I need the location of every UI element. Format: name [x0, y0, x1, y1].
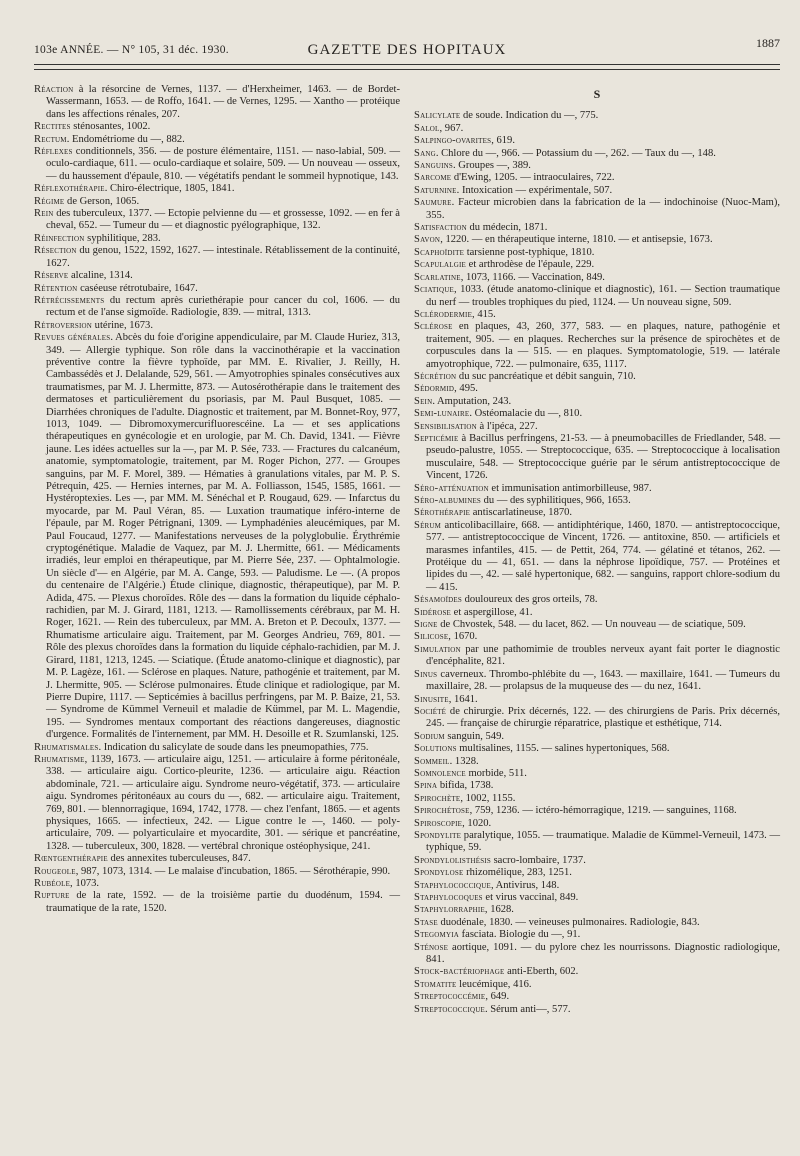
entry-text: paralytique, 1055. — traumatique. Maladie de Kümmel-Verneuil, 1473. — typhique, 59.: [426, 829, 780, 854]
entry-keyword: Salicylate: [414, 110, 461, 122]
entry-keyword: Silicose: [414, 631, 449, 643]
entry-keyword: Spirochétose: [414, 805, 470, 817]
index-entry: [414, 1004, 780, 1016]
entry-keyword: Rétroversion: [34, 319, 93, 331]
index-entry: [414, 768, 780, 780]
entry-keyword: Staphylorraphie: [414, 904, 485, 916]
entry-keyword: Sang: [414, 147, 436, 159]
entry-keyword: Sécrétion: [414, 370, 457, 382]
entry-text: du — des syphilitiques, 966, 1653.: [481, 495, 631, 506]
entry-keyword: Stegomyia: [414, 929, 459, 941]
entry-keyword: Réaction: [34, 84, 74, 95]
entry-keyword: Sidérose: [414, 606, 452, 618]
index-entry: [414, 222, 780, 234]
entry-text: , Antivirus, 148.: [490, 879, 560, 891]
entry-text: syphilitique, 283.: [84, 232, 161, 244]
index-entry: [34, 283, 400, 295]
entry-keyword: Rectum: [34, 133, 67, 145]
entry-text: à Bacillus perfringens, 21-53. — à pneumobacilles de Friedlander, 548. — pseudo-palustre, 1055. — Streptococcique, 635. — Streptococcique à localisation musculaire, 548. — Streptococcique guérie par le sérum antistreptococcique de Vincent, 1726.: [426, 432, 780, 482]
entry-text: , 1628.: [484, 904, 514, 916]
index-entry: [34, 853, 400, 865]
entry-text: à l'ipéca, 227.: [476, 420, 538, 432]
index-entry: [414, 396, 780, 408]
entry-keyword: Spondylolisthésis: [414, 854, 491, 866]
index-entry: [414, 669, 780, 694]
index-entry: [34, 878, 400, 890]
index-entry: [34, 196, 400, 208]
index-entry: [414, 408, 780, 420]
entry-text: de la rate, 1592. — de la troisième partie du duodénum, 1594. — traumatique de la rate, 1520.: [46, 890, 400, 914]
entry-keyword: Stase: [414, 916, 438, 928]
entry-text: de Gerson, 1065.: [64, 195, 140, 207]
entry-keyword: Staphylococcique: [414, 879, 491, 891]
entry-keyword: Sclérodermie: [414, 308, 473, 320]
entry-text: , 1020.: [462, 817, 492, 829]
index-entry: [414, 805, 780, 817]
entry-keyword: Staphylocoques: [414, 892, 483, 903]
entry-text: rhizomélique, 283, 1251.: [463, 867, 572, 879]
entry-keyword: Sensibilisation: [414, 420, 477, 432]
index-entry: [414, 309, 780, 321]
entry-keyword: Sciatique: [414, 284, 454, 296]
entry-text: anticolibacillaire, 668. — antidiphtérique, 1460, 1870. — antistreptococcique, 577. — antistreptococcique de Vincent, 1726. — antitoxine, 850. — artificiels et marasmes infantiles, 415. — de Pettit, 264, 774. — gélatiné et tétanos, 262. — Protéique du — 41, 651. — dans la néphrose lipoïdique, 757. — Protéines et lipides du —, 42. — salé hypertonique, 682. — sanguins, rapport chlore-sodium du — 415.: [426, 519, 780, 593]
entry-keyword: Réinfection: [34, 232, 85, 244]
entry-text: . Intoxication — expérimentale, 507.: [456, 184, 613, 196]
entry-text: sanguin, 549.: [444, 730, 504, 742]
index-entry: [34, 84, 400, 121]
entry-text: et virus vaccinal, 849.: [482, 892, 579, 903]
right-column: [414, 84, 780, 1016]
entry-keyword: Sommeil: [414, 755, 450, 767]
index-entry: [414, 284, 780, 309]
index-entry: [414, 483, 780, 495]
entry-text: , 1073, 1166. — Vaccination, 849.: [460, 271, 605, 283]
entry-keyword: Rectites: [34, 121, 71, 133]
entry-text: , 1670.: [448, 631, 478, 643]
index-entry: [414, 433, 780, 483]
journal-title: GAZETTE DES HOPITAUX: [307, 42, 507, 58]
index-entry: [34, 208, 400, 233]
entry-keyword: Spirochète: [414, 792, 461, 804]
entry-text: des tuberculeux, 1377. — Ectopie pelvienne du — et grossesse, 1092. — en fer à cheval, 652. — Tumeur du — et diagnostic pyélographique, 132.: [46, 208, 400, 232]
index-entry: [414, 644, 780, 669]
entry-keyword: Stomatite: [414, 978, 457, 990]
entry-text: , 1220. — en thérapeutique interne, 1810. — et antisepsie, 1673.: [440, 234, 713, 246]
entry-keyword: Rétrécissements: [34, 294, 105, 306]
index-entry: [34, 183, 400, 195]
index-entry: [34, 754, 400, 853]
entry-text: . Amputation, 243.: [432, 395, 512, 407]
index-entry: [414, 110, 780, 122]
entry-text: , 1002, 1155.: [460, 792, 516, 804]
entry-text: anti-Eberth, 602.: [504, 966, 579, 978]
entry-keyword: Réflexes: [34, 146, 73, 158]
entry-keyword: Stock-bactériophage: [414, 966, 505, 978]
entry-keyword: Scapulalgie: [414, 259, 467, 271]
entry-text: duodénale, 1830. — veineuses pulmonaires. Radiologie, 843.: [437, 916, 700, 928]
index-entry: [414, 966, 780, 978]
index-entry: [414, 756, 780, 768]
issue-info: 103e ANNÉE. — N° 105, 31 déc. 1930.: [34, 44, 229, 56]
entry-keyword: Rougeole: [34, 865, 76, 877]
entry-text: , 1033. (étude anatomo-clinique et diagnostic), 161. — Section traumatique du nerf — troubles trophiques du pied, 1124. — Un nouveau signe, 509.: [426, 284, 780, 308]
entry-text: . Endométriome du —, 882.: [66, 133, 185, 145]
entry-text: , 1073.: [70, 878, 100, 889]
entry-keyword: Salpingo-ovarites: [414, 135, 492, 147]
entry-text: des annexites tuberculeuses, 847.: [107, 853, 251, 865]
index-entry: [414, 780, 780, 792]
entry-keyword: Sérothérapie: [414, 507, 471, 519]
entry-keyword: Simulation: [414, 643, 461, 655]
entry-text: et immunisation antimorbilleuse, 987.: [488, 482, 652, 494]
index-entry: [414, 607, 780, 619]
entry-keyword: Spondylose: [414, 867, 464, 879]
index-entry: [414, 123, 780, 135]
entry-keyword: Sinus: [414, 668, 438, 680]
index-entry: [414, 507, 780, 519]
index-entry: [414, 979, 780, 991]
entry-text: de chirurgie. Prix décernés, 122. — des chirurgiens de Paris. Prix décernés, 245. — française de chirurgie réparatrice, plastique et esthétique, 714.: [426, 705, 780, 730]
entry-keyword: Septicémie: [414, 432, 459, 444]
index-entry: [34, 332, 400, 741]
index-entry: [414, 855, 780, 867]
entry-keyword: Rhumatismales: [34, 741, 99, 753]
entry-text: , 987, 1073, 1314. — Le malaise d'incubation, 1865. — Sérothérapie, 990.: [75, 865, 391, 877]
index-entry: [414, 830, 780, 855]
entry-text: du genou, 1522, 1592, 1627. — intestinale. Rétablissement de la continuité, 1627.: [46, 245, 400, 269]
entry-text: bifida, 1738.: [437, 780, 494, 792]
entry-keyword: Résection: [34, 245, 77, 257]
entry-text: en plaques, 43, 260, 377, 583. — en plaques, nature, pathogénie et traitement, 905. — en plaques. Recherches sur la présence de spirochètes et de corpuscules dans la — 515. — en plaques. Symptomatologie, 519. — latérale amyotrophique, 722. — pulmonaire, 635, 1117.: [426, 321, 780, 370]
entry-text: , 619.: [491, 135, 515, 147]
entry-keyword: Rœntgenthérapie: [34, 853, 108, 865]
entry-text: . Chlore du —, 966. — Potassium du —, 262. — Taux du —, 148.: [435, 147, 716, 159]
entry-keyword: Scarlatine: [414, 271, 461, 283]
section-letter: S: [593, 87, 601, 101]
entry-keyword: Séro-atténuation: [414, 482, 489, 494]
entry-text: , 967.: [439, 122, 464, 134]
index-entry: [414, 731, 780, 743]
index-entry: [414, 247, 780, 259]
entry-keyword: Réserve: [34, 270, 69, 282]
entry-keyword: Spiroscopie: [414, 817, 463, 829]
entry-keyword: Signe: [414, 619, 438, 631]
entry-text: . Facteur microbien dans la fabrication de la — indochinoise (Nuoc-Mam), 355.: [426, 197, 780, 221]
index-entry: [414, 619, 780, 631]
entry-keyword: Sinusite: [414, 693, 449, 705]
entry-keyword: Somnolence: [414, 767, 466, 779]
entry-keyword: Régime: [34, 195, 65, 207]
index-entry: [414, 321, 780, 371]
entry-keyword: Salol: [414, 122, 440, 134]
entry-text: . 1328.: [449, 755, 479, 767]
entry-text: à la résorcine de Vernes, 1137. — d'Herxheimer, 1463. — de Bordet-Wassermann, 1653. — de Roffo, 1641. — de Vernes, 1295. — Xantho — protéique dans les affections rénales, 207.: [46, 84, 400, 120]
index-entry: [414, 135, 780, 147]
entry-text: fasciata. Biologie du —, 91.: [459, 929, 581, 941]
page-header: [34, 36, 780, 62]
entry-keyword: Sédormid: [414, 383, 455, 395]
entry-text: et arthrodèse de l'épaule, 229.: [466, 259, 595, 271]
entry-text: par une pathomimie de troubles nerveux ayant fait porter le diagnostic d'encéphalite, 821.: [426, 643, 780, 668]
index-entry: [414, 234, 780, 246]
entry-text: douloureux des gros orteils, 78.: [461, 594, 598, 606]
index-entry: [414, 520, 780, 594]
index-entry: [34, 121, 400, 133]
entry-keyword: Streptococcémie: [414, 991, 486, 1003]
entry-text: . Chiro-électrique, 1805, 1841.: [104, 183, 235, 195]
entry-keyword: Rhumatisme: [34, 753, 85, 765]
entry-text: aortique, 1091. — du pylore chez les nourrissons. Diagnostic radiologique, 841.: [426, 941, 780, 966]
entry-keyword: Satisfaction: [414, 222, 467, 234]
index-entry: [414, 495, 780, 507]
entry-keyword: Rétention: [34, 282, 78, 294]
entry-text: de soude. Indication du —, 775.: [460, 110, 599, 122]
entry-text: caséeuse rétrotubaire, 1647.: [77, 282, 198, 294]
entry-keyword: Streptococcique: [414, 1003, 485, 1015]
index-entry: [414, 929, 780, 941]
entry-text: , 649.: [485, 991, 510, 1003]
index-entry: [414, 259, 780, 271]
entry-keyword: Spondylite: [414, 829, 462, 841]
entry-text: d'Ewing, 1205. — intraoculaires, 722.: [451, 172, 615, 184]
entry-text: , 1641.: [448, 693, 478, 705]
entry-keyword: Semi-lunaire: [414, 408, 470, 420]
entry-text: tarsienne post-typhique, 1810.: [464, 246, 595, 258]
entry-keyword: Réflexothérapie: [34, 183, 105, 195]
index-entry: [414, 421, 780, 433]
entry-text: . Sérum anti—, 577.: [484, 1003, 571, 1015]
entry-text: . Indication du salicylate de soude dans les pneumopathies, 775.: [98, 741, 369, 753]
entry-text: sténosantes, 1002.: [70, 121, 151, 133]
index-entry: [414, 383, 780, 395]
entry-text: , 759, 1236. — ictéro-hémorragique, 1219. — sanguines, 1168.: [469, 805, 737, 817]
index-entry: [414, 160, 780, 172]
entry-text: , 495.: [454, 383, 478, 395]
index-entry: [414, 743, 780, 755]
index-entry: [414, 148, 780, 160]
entry-keyword: Savon: [414, 234, 441, 246]
entry-text: antiscarlatineuse, 1870.: [470, 507, 573, 519]
entry-keyword: Séro-albumines: [414, 495, 482, 506]
entry-keyword: Saturnine: [414, 184, 457, 196]
entry-text: , 1139, 1673. — articulaire aigu, 1251. — articulaire à forme péritonéale, 338. — articulaire aigu. Cortico-pleurite, 1236. — articulaire aigu. Réaction abdominale, 721. — articulaire aigu. Syndrome neuro-végétatif, 373. — articulaire aigu. Syndromes péritonéaux au cours du —, 682. — articulaire aigu. Traitement, 769, 801. — blennorragique, 1694, 1742, 1778. — chez l'enfant, 1865. — et agents physiques, 1665. — infectieux, 242. — Ligue contre le —, 1460. — poly-articulaire, 709. — polyarticulaire et myocardite, 301. — sérique et pancréatine, 1328. — tuberculeux, 300, 1828. — vertébral chronique ostéophysique, 241.: [46, 753, 400, 852]
index-entry: [414, 892, 780, 904]
index-entry: [414, 594, 780, 606]
entry-text: conditionnels, 356. — de posture élémentaire, 1151. — naso-labial, 509. — oculo-cardiaque, 611. — oculo-cardiaque et solaire, 509. — Un nouveau — osseux, — du haussement d'épaule, 810. — végétatifs pendant le sommeil hypnotique, 143.: [46, 146, 400, 182]
entry-keyword: Sténose: [414, 941, 449, 953]
entry-text: . Abcès du foie d'origine appendiculaire, par M. Claude Huriez, 313, 349. — Allergie typhique. Son rôle dans la vaccinothérapie et la vaccination préventive contre la fièvre typhoïde, par MM. E. Rivalier, J. Reilly, H. Cambassédès et J. Delalande, 529, 561. — Amyotrophies spinales consécutives aux traumatismes, par M. J. Lhermitte, 873. — Autosérothérapie dans le traitement des dermatoses et particulièrement du psoriasis, par M. Paul Busquet, 1085. — Diarrhées chroniques de l'adulte. Diagnostic et traitement, par M. Bonnet-Roy, 977, 1013, 1049. — Dibromoxymercurifluorescéine. La — et ses applications thérapeutiques en gynécologie et en urologie, par M. Ch. David, 1341. — Fièvre jaune. Les idées actuelles sur la —, par M. P. Sée, 733. — Fractures du calcanéum, anatomie, symptomatologie, traitement, par M. Roger Pichon, 277. — Groupes sanguins, par M. F. Morel, 389. — Hématies à granulations vitales, par M. P. S. Pétrequin, 425. — Hernies internes, par M. A. Folliasson, 1545, 1585, 1661. — Hystéroptexies. Les —, par MM. M. Sénéchal et P. Rougaud, 629. — Infarctus du myocarde, par M. Paul Véran, 85. — Luxation traumatique inféro-interne de l'épaule, par M. Roger Pétrignani, 1309. — Lymphadénies aleucémiques, par M. Paul Foucaud, 1277. — Manifestations nerveuses de la polyglobulie. Érythrémie cryptogénétique. Maladie de Vaquez, par M. J. Lhermitte, 661. — Médicaments irradiés, leur emploi en thérapeutique, par M. Pierre Sée, 237. — Ophtalmologie. Un siècle d'— en Algérie, par M. A. Cange, 593. — Paludisme. Le —. (A propos du centenaire de l'Algérie.) Étude clinique, diagnostic, thérapeutique), par M. P. Adida, 475. — Plexus choroïdes. Rôle des — dans la formation du liquide céphalo-rachidien, par M. J. Girard, 1181, 1213. — Ramollissements cérébraux, par M. H. Roger, 1621. — Rein des tuberculeux, par MM. A. Breton et P. Decoulx, 1377. — Rhumatisme articulaire aigu. Traitement, par M. Georges Andrieu, 769, 801. — Rôle des plexus choroïdes dans la formation du liquide céphalo-rachidien, par M. J. Girard, 1181, 1213, 1245. — Sciatique. (Étude anatomo-clinique et diagnostic), par M. P. Lagèze, 161. — Sclérose en plaques. Nature, pathogénie et traitement, par M. J. Lhermitte, 905. — Sclérose pulmonaires. Étude clinique et radiologique, par M. Pierre Dupire, 1117. — Septicémies à bacillus perfringens, par M. P. Baize, 21, 53. — Syndrome de Kümmel Verneuil et maladie de Kümmel, par M. L. Magendie, 195. — Syndromes mentaux comportant des réactions dangereuses, diagnostic d'urgence. Formalités de l'internement, par MM. H. Desoille et R. Szumlanski, 125.: [46, 332, 400, 741]
entry-keyword: Sein: [414, 395, 433, 407]
index-entry: [414, 631, 780, 643]
entry-text: morbide, 511.: [465, 767, 527, 779]
entry-keyword: Rubéole: [34, 878, 71, 889]
entry-keyword: Rein: [34, 208, 54, 220]
index-entry: [34, 134, 400, 146]
index-entry: [414, 904, 780, 916]
index-entry: [34, 295, 400, 320]
index-entry: [34, 270, 400, 282]
entry-text: alcaline, 1314.: [68, 270, 133, 282]
entry-keyword: Sclérose: [414, 321, 453, 333]
index-entry: [414, 272, 780, 284]
left-column: [34, 84, 400, 915]
entry-text: . Ostéomalacie du —, 810.: [469, 408, 583, 420]
index-entry: [34, 245, 400, 270]
entry-keyword: Société: [414, 705, 447, 717]
header-rule-thin: [34, 69, 780, 70]
entry-keyword: Sarcome: [414, 172, 452, 184]
index-entry: [34, 866, 400, 878]
entry-text: caverneux. Thrombo-phlébite du —, 1643. — maxillaire, 1641. — Tumeurs du maxillaire, 28. — prolapsus de la muqueuse des — du nez, 1641.: [426, 668, 780, 693]
index-entry: [414, 867, 780, 879]
header-rule: [34, 64, 780, 65]
index-entry: [414, 880, 780, 892]
entry-keyword: Saumure: [414, 197, 452, 209]
entry-keyword: Rupture: [34, 890, 70, 902]
index-entry: [414, 793, 780, 805]
entry-keyword: Scaphoïdite: [414, 246, 465, 258]
entry-text: multisalines, 1155. — salines hypertoniques, 568.: [456, 743, 670, 755]
index-entry: [414, 991, 780, 1003]
entry-text: leucémique, 416.: [456, 978, 532, 990]
entry-text: sacro-lombaire, 1737.: [490, 854, 586, 866]
page-number: 1887: [756, 36, 780, 50]
index-entry: [414, 694, 780, 706]
index-entry: [34, 320, 400, 332]
entry-keyword: Sanguins: [414, 160, 453, 172]
index-entry: [414, 197, 780, 222]
entry-text: et aspergillose, 41.: [451, 606, 533, 618]
entry-keyword: Sésamoïdes: [414, 594, 462, 606]
entry-text: du rectum après curiethérapie pour cancer du col, 1606. — du rectum et de l'anse sigmoïde. Radiologie, 839. — mitral, 1313.: [46, 294, 400, 319]
index-entry: [414, 172, 780, 184]
entry-text: du suc pancréatique et débit sanguin, 710.: [456, 370, 636, 382]
index-entry: [34, 742, 400, 754]
index-entry: [414, 917, 780, 929]
entry-keyword: Sodium: [414, 730, 445, 742]
entry-text: . Groupes —, 389.: [452, 160, 531, 172]
entry-keyword: Sérum: [414, 519, 442, 531]
entry-text: , 415.: [472, 308, 496, 320]
index-entry: [414, 942, 780, 967]
entry-keyword: Revues générales: [34, 332, 111, 344]
index-entry: [414, 706, 780, 731]
index-entry: [414, 185, 780, 197]
entry-text: utérine, 1673.: [92, 319, 153, 331]
entry-keyword: Spina: [414, 780, 438, 792]
index-entry: [414, 371, 780, 383]
index-entry: [34, 146, 400, 183]
index-entry: [34, 890, 400, 915]
index-entry: [34, 233, 400, 245]
index-entry: [414, 818, 780, 830]
entry-keyword: Solutions: [414, 743, 457, 755]
entry-text: de Chvostek, 548. — du lacet, 862. — Un nouveau — de sciatique, 509.: [437, 619, 746, 631]
entry-text: du médecin, 1871.: [466, 222, 548, 234]
